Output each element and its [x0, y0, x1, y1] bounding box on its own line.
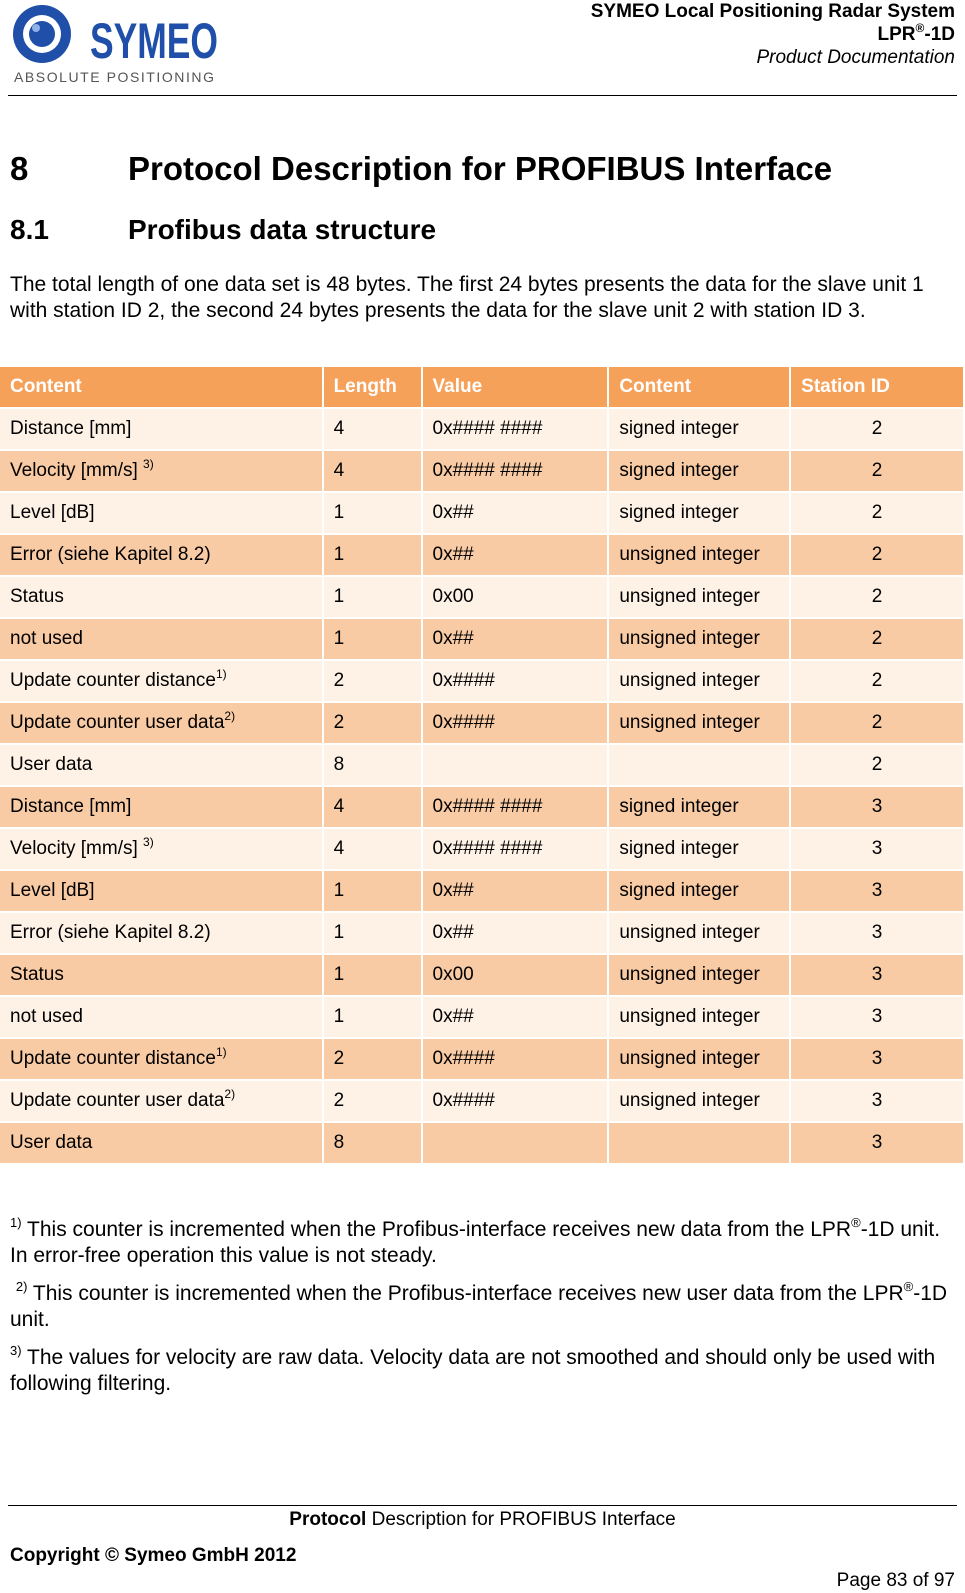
header-value: Value — [422, 367, 609, 408]
cell-value: 0x## — [422, 912, 609, 954]
cell-type: signed integer — [608, 408, 790, 450]
cell-value: 0x00 — [422, 576, 609, 618]
table-row — [0, 744, 964, 786]
cell-length: 1 — [323, 534, 422, 576]
cell-type — [608, 1122, 790, 1164]
cell-value: 0x## — [422, 996, 609, 1038]
cell-value: 0x#### — [422, 702, 609, 744]
header-length: Length — [323, 367, 422, 408]
cell-content: Update counter user data$^{2)}$ — [0, 702, 323, 744]
cell-value: 0x#### #### — [422, 408, 609, 450]
cell-station-id: 2 — [790, 408, 964, 450]
footnotes — [10, 1217, 955, 1409]
table-row — [0, 660, 964, 702]
logo-wordmark: SYMEO — [90, 13, 218, 69]
cell-content: User data — [0, 1122, 323, 1164]
cell-type: unsigned integer — [608, 660, 790, 702]
table-row — [0, 828, 964, 870]
cell-type: unsigned integer — [608, 1038, 790, 1080]
table-row — [0, 870, 964, 912]
cell-content: Level [dB] — [0, 492, 323, 534]
footer-divider — [8, 1505, 957, 1506]
cell-length: 2 — [323, 660, 422, 702]
table-row — [0, 618, 964, 660]
table-row — [0, 996, 964, 1038]
cell-value: 0x## — [422, 618, 609, 660]
cell-station-id: 2 — [790, 702, 964, 744]
cell-station-id: 3 — [790, 996, 964, 1038]
cell-station-id: 2 — [790, 744, 964, 786]
cell-length: 1 — [323, 618, 422, 660]
cell-length: 2 — [323, 1080, 422, 1122]
cell-value — [422, 1122, 609, 1164]
cell-content: Velocity [mm/s] $^{3)}$ — [0, 450, 323, 492]
logo-tagline: ABSOLUTE POSITIONING — [14, 69, 214, 85]
table-row — [0, 408, 964, 450]
cell-content: Status — [0, 954, 323, 996]
cell-length: 2 — [323, 1038, 422, 1080]
header-line-2: LPR®-1D — [877, 21, 955, 45]
symeo-logo — [12, 2, 222, 86]
cell-length: 4 — [323, 786, 422, 828]
cell-content: Update counter distance$^{1)}$ — [0, 1038, 323, 1080]
cell-type: unsigned integer — [608, 534, 790, 576]
table-row — [0, 492, 964, 534]
cell-content: Level [dB] — [0, 870, 323, 912]
table-row — [0, 702, 964, 744]
cell-value: 0x#### — [422, 1080, 609, 1122]
cell-value: 0x#### #### — [422, 786, 609, 828]
cell-type: unsigned integer — [608, 1080, 790, 1122]
table-row — [0, 786, 964, 828]
cell-content: Error (siehe Kapitel 8.2) — [0, 912, 323, 954]
cell-content: not used — [0, 618, 323, 660]
cell-station-id: 3 — [790, 1038, 964, 1080]
cell-station-id: 3 — [790, 1122, 964, 1164]
header-type: Content — [608, 367, 790, 408]
footer-page-number: Page 83 of 97 — [836, 1570, 955, 1591]
cell-type: unsigned integer — [608, 576, 790, 618]
cell-content: Status — [0, 576, 323, 618]
table-row — [0, 576, 964, 618]
cell-station-id: 3 — [790, 1080, 964, 1122]
cell-content: Update counter user data$^{2)}$ — [0, 1080, 323, 1122]
cell-station-id: 2 — [790, 618, 964, 660]
cell-content: Distance [mm] — [0, 786, 323, 828]
header-station-id: Station ID — [790, 367, 964, 408]
table-row — [0, 1080, 964, 1122]
footnote-3: $^{3)}$ The values for velocity are raw data. Velocity data are not smoothed and should only be used with following filtering. — [10, 1343, 936, 1395]
cell-value: 0x00 — [422, 954, 609, 996]
cell-type: signed integer — [608, 828, 790, 870]
cell-value: 0x## — [422, 870, 609, 912]
cell-value: 0x#### — [422, 660, 609, 702]
cell-value: 0x#### — [422, 1038, 609, 1080]
table-row — [0, 450, 964, 492]
cell-length: 8 — [323, 1122, 422, 1164]
cell-station-id: 2 — [790, 576, 964, 618]
header-content: Content — [0, 367, 323, 408]
cell-content: Update counter distance$^{1)}$ — [0, 660, 323, 702]
cell-station-id: 3 — [790, 870, 964, 912]
cell-value: 0x#### #### — [422, 450, 609, 492]
footer-copyright: Copyright © Symeo GmbH 2012 — [10, 1545, 297, 1566]
cell-station-id: 2 — [790, 660, 964, 702]
cell-length: 4 — [323, 450, 422, 492]
cell-station-id: 3 — [790, 828, 964, 870]
header-line-1: SYMEO Local Positioning Radar System — [590, 1, 955, 22]
section-heading: 8 Protocol Description for PROFIBUS Interface — [10, 150, 833, 187]
cell-type: unsigned integer — [608, 954, 790, 996]
cell-length: 1 — [323, 912, 422, 954]
footnote-1: $^{1)}$ This counter is incremented when the Profibus-interface receives new data from the LPR®-1D unit. In error-free operation this value is not steady. — [10, 1215, 941, 1267]
cell-value: 0x## — [422, 492, 609, 534]
cell-length: 1 — [323, 870, 422, 912]
cell-type: signed integer — [608, 492, 790, 534]
cell-station-id: 2 — [790, 492, 964, 534]
cell-length: 1 — [323, 954, 422, 996]
table-row — [0, 1122, 964, 1164]
header-divider — [8, 95, 957, 96]
cell-type: signed integer — [608, 786, 790, 828]
table-row — [0, 912, 964, 954]
cell-value: 0x#### #### — [422, 828, 609, 870]
table-row — [0, 1038, 964, 1080]
cell-type: signed integer — [608, 870, 790, 912]
cell-length: 1 — [323, 996, 422, 1038]
cell-length: 1 — [323, 492, 422, 534]
table-row — [0, 534, 964, 576]
cell-station-id: 3 — [790, 912, 964, 954]
profibus-data-table — [0, 367, 965, 1165]
cell-length: 4 — [323, 828, 422, 870]
cell-station-id: 3 — [790, 786, 964, 828]
cell-content: Error (siehe Kapitel 8.2) — [0, 534, 323, 576]
cell-value — [422, 744, 609, 786]
cell-length: 1 — [323, 576, 422, 618]
cell-value: 0x## — [422, 534, 609, 576]
cell-length: 4 — [323, 408, 422, 450]
cell-type: unsigned integer — [608, 618, 790, 660]
intro-paragraph: The total length of one data set is 48 bytes. The first 24 bytes presents the data for the slave unit 1 with station ID 2, the second 24 bytes presents the data for the slave unit 2 with station ID 3. — [10, 273, 924, 322]
cell-type: unsigned integer — [608, 912, 790, 954]
cell-type: unsigned integer — [608, 996, 790, 1038]
cell-length: 2 — [323, 702, 422, 744]
cell-content: not used — [0, 996, 323, 1038]
cell-length: 8 — [323, 744, 422, 786]
cell-content: User data — [0, 744, 323, 786]
header-title-block — [591, 0, 955, 69]
table-header-row — [0, 367, 964, 408]
cell-type: unsigned integer — [608, 702, 790, 744]
cell-station-id: 3 — [790, 954, 964, 996]
cell-station-id: 2 — [790, 534, 964, 576]
subsection-heading: 8.1 Profibus data structure — [10, 214, 437, 245]
cell-type: signed integer — [608, 450, 790, 492]
table-row — [0, 954, 964, 996]
footer-chapter-title: Protocol Description for PROFIBUS Interface — [289, 1509, 676, 1530]
cell-station-id: 2 — [790, 450, 964, 492]
cell-type — [608, 744, 790, 786]
footnote-2: $^{2)}$ This counter is incremented when the Profibus-interface receives new user data from the LPR®-1D unit. — [10, 1279, 948, 1331]
cell-content: Distance [mm] — [0, 408, 323, 450]
cell-content: Velocity [mm/s] $^{3)}$ — [0, 828, 323, 870]
header-line-3: Product Documentation — [756, 47, 955, 68]
